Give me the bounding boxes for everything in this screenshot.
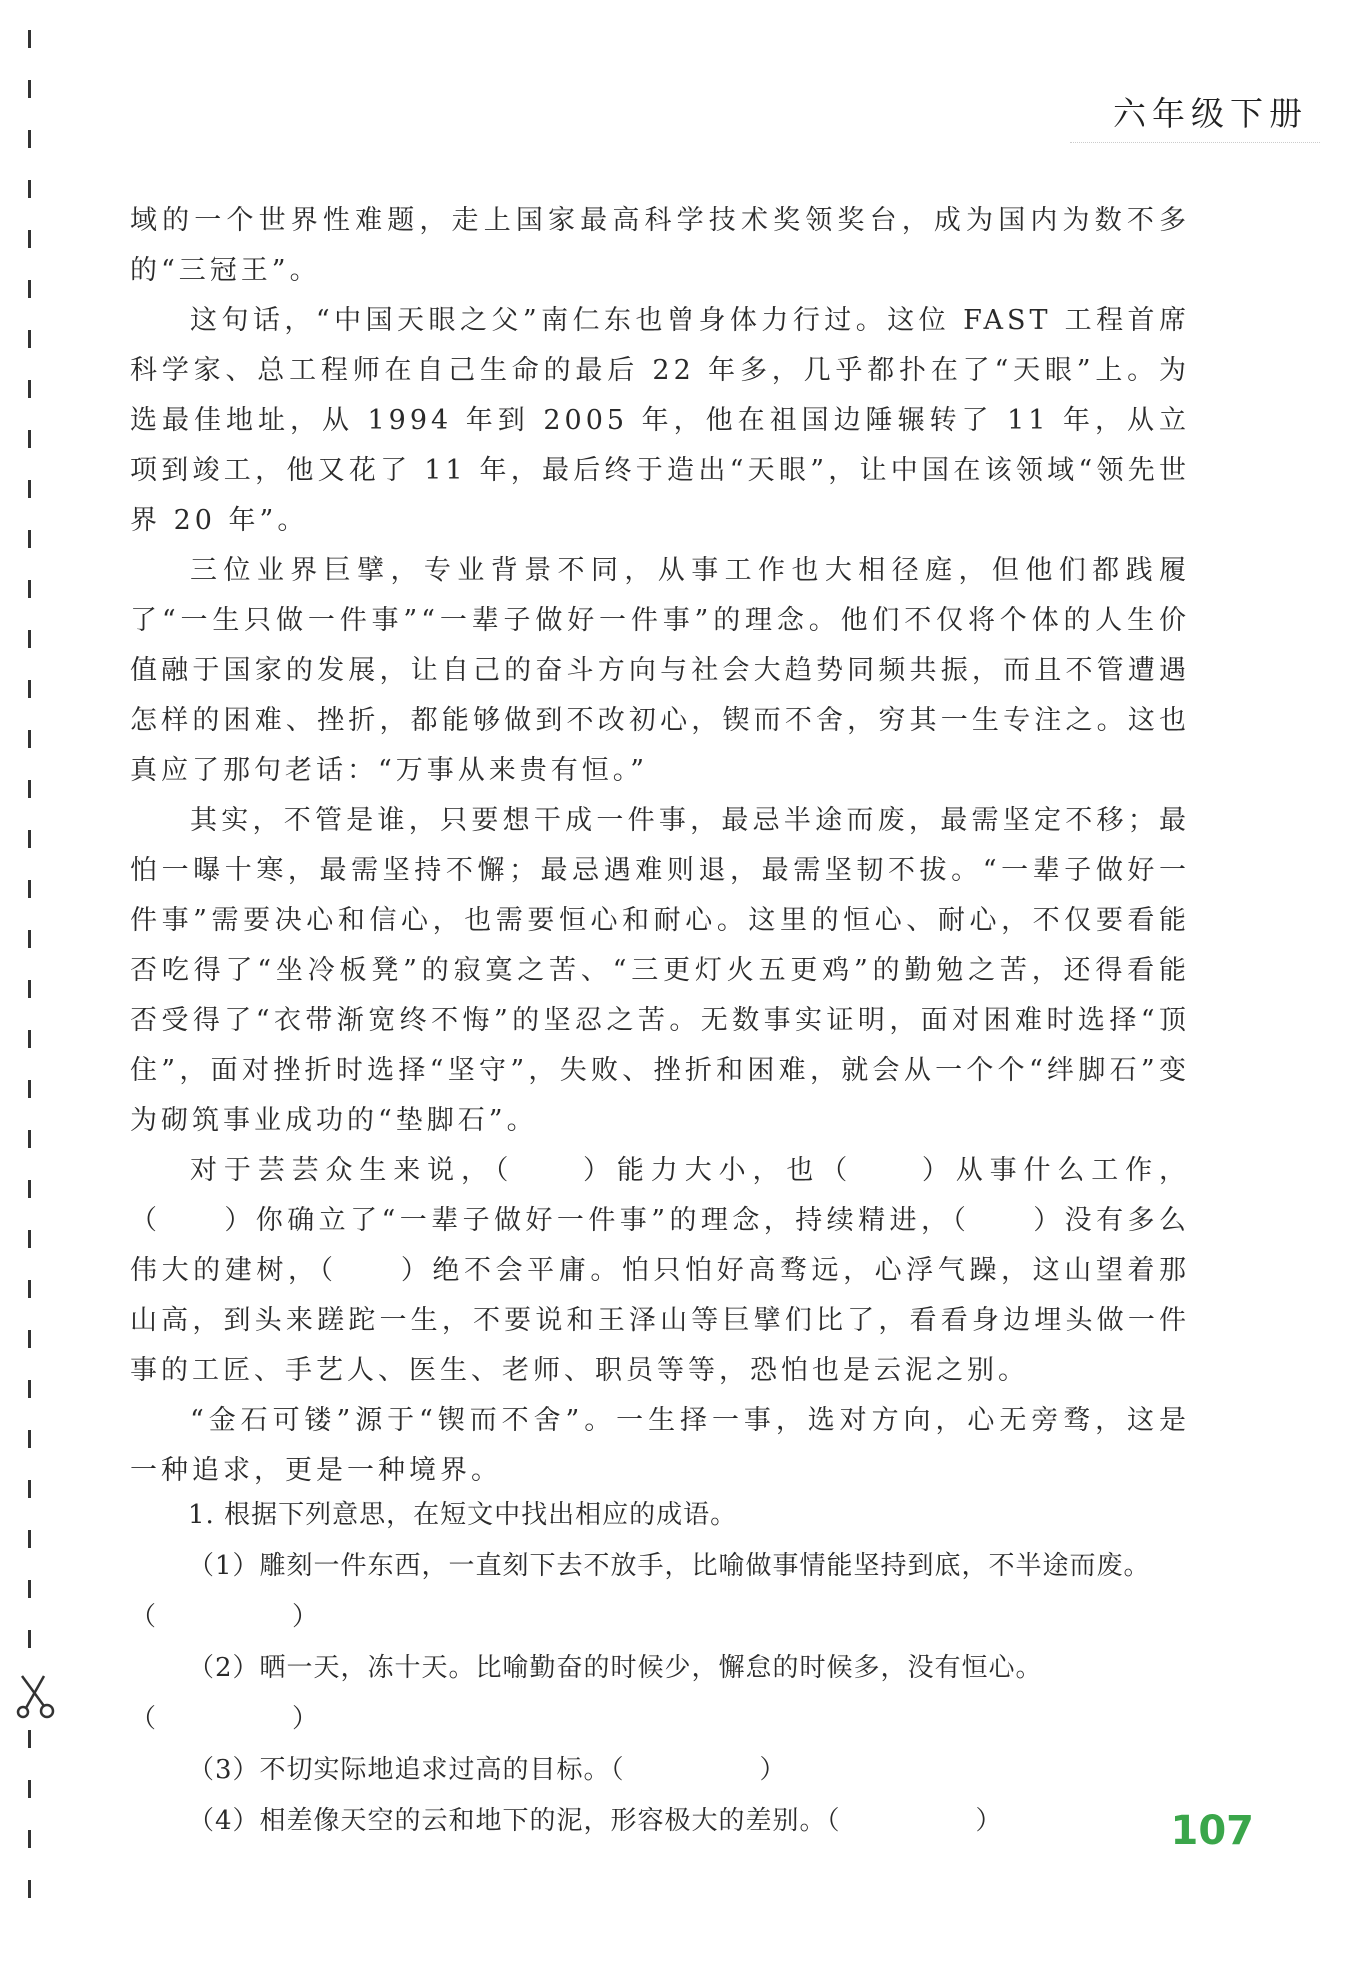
cut-dash bbox=[28, 30, 31, 48]
cut-dash bbox=[28, 1080, 31, 1098]
cut-dash bbox=[28, 680, 31, 698]
grade-header: 六年级下册 bbox=[1113, 94, 1308, 133]
question-item: （3）不切实际地追求过高的目标。（ ） bbox=[188, 1755, 787, 1785]
cut-dash bbox=[28, 980, 31, 998]
cut-dash bbox=[28, 1430, 31, 1448]
cut-dash bbox=[28, 730, 31, 748]
page-number: 107 bbox=[1170, 1808, 1254, 1854]
cut-dash bbox=[28, 630, 31, 648]
passage-paragraph: 三位业界巨擘，专业背景不同，从事工作也大相径庭，但他们都践履了“一生只做一件事”“一辈子做好一件事”的理念。他们不仅将个体的人生价值融于国家的发展，让自己的奋斗方向与社会大趋势同频共振，而且不管遭遇怎样的困难、挫折，都能够做到不改初心，锲而不舍，穷其一生专注之。这也真应了那句老话：“万事从来贵有恒。” bbox=[130, 555, 1190, 786]
cut-dash bbox=[28, 380, 31, 398]
question-item: （2）晒一天，冻十天。比喻勤奋的时候少，懈怠的时候多，没有恒心。（ ） bbox=[130, 1653, 1043, 1734]
cut-dash bbox=[28, 430, 31, 448]
passage-paragraph: 域的一个世界性难题，走上国家最高科学技术奖领奖台，成为国内为数不多的“三冠王”。 bbox=[130, 205, 1190, 286]
question-item: （1）雕刻一件东西，一直刻下去不放手，比喻做事情能坚持到底，不半途而废。（ ） bbox=[130, 1551, 1151, 1632]
cut-dash bbox=[28, 530, 31, 548]
cut-dash bbox=[28, 580, 31, 598]
cut-dash bbox=[28, 1830, 31, 1848]
cut-dash bbox=[28, 1730, 31, 1748]
cut-dash bbox=[28, 1880, 31, 1898]
cut-dash bbox=[28, 1330, 31, 1348]
exercise-section bbox=[130, 1490, 1190, 1847]
cut-dash bbox=[28, 1380, 31, 1398]
cut-dash bbox=[28, 330, 31, 348]
cut-dash bbox=[28, 880, 31, 898]
cut-dash bbox=[28, 930, 31, 948]
cut-dash bbox=[28, 1130, 31, 1148]
header-rule bbox=[1070, 142, 1320, 143]
passage-paragraph: 对于芸芸众生来说，（ ）能力大小，也（ ）从事什么工作，（ ）你确立了“一辈子做好一件事”的理念，持续精进，（ ）没有多么伟大的建树，（ ）绝不会平庸。怕只怕好高骛远，心浮气躁，这山望着那山高，到头来蹉跎一生，不要说和王泽山等巨擘们比了，看看身边埋头做一件事的工匠、手艺人、医生、老师、职员等等，恐怕也是云泥之别。 bbox=[130, 1155, 1190, 1386]
cut-dash bbox=[28, 1480, 31, 1498]
reading-passage bbox=[130, 196, 1190, 1496]
passage-paragraph: 这句话，“中国天眼之父”南仁东也曾身体力行过。这位 FAST 工程首席科学家、总工程师在自己生命的最后 22 年多，几乎都扑在了“天眼”上。为选最佳地址，从 1994 年到 2005 年，他在祖国边陲辗转了 11 年，从立项到竣工，他又花了 11 年，最后终于造出“天眼”，让中国在该领域“领先世界 20 年”。 bbox=[130, 305, 1190, 536]
cut-dash bbox=[28, 280, 31, 298]
cut-dash bbox=[28, 80, 31, 98]
cut-line bbox=[28, 30, 32, 1950]
cut-dash bbox=[28, 1530, 31, 1548]
cut-dash bbox=[28, 480, 31, 498]
cut-dash bbox=[28, 1280, 31, 1298]
cut-dash bbox=[28, 130, 31, 148]
passage-paragraph: “金石可镂”源于“锲而不舍”。一生择一事，选对方向，心无旁骛，这是一种追求，更是一种境界。 bbox=[130, 1405, 1190, 1486]
cut-dash bbox=[28, 1630, 31, 1648]
cut-dash bbox=[28, 1780, 31, 1798]
cut-dash bbox=[28, 780, 31, 798]
cut-dash bbox=[28, 1580, 31, 1598]
question-stem: 1. 根据下列意思，在短文中找出相应的成语。 bbox=[188, 1500, 738, 1530]
scissors-icon bbox=[14, 1672, 58, 1720]
cut-dash bbox=[28, 1030, 31, 1048]
cut-dash bbox=[28, 230, 31, 248]
cut-dash bbox=[28, 1180, 31, 1198]
cut-dash bbox=[28, 1230, 31, 1248]
cut-dash bbox=[28, 180, 31, 198]
passage-paragraph: 其实，不管是谁，只要想干成一件事，最忌半途而废，最需坚定不移；最怕一曝十寒，最需坚持不懈；最忌遇难则退，最需坚韧不拔。“一辈子做好一件事”需要决心和信心，也需要恒心和耐心。这里的恒心、耐心，不仅要看能否吃得了“坐冷板凳”的寂寞之苦、“三更灯火五更鸡”的勤勉之苦，还得看能否受得了“衣带渐宽终不悔”的坚忍之苦。无数事实证明，面对困难时选择“顶住”，面对挫折时选择“坚守”，失败、挫折和困难，就会从一个个“绊脚石”变为砌筑事业成功的“垫脚石”。 bbox=[130, 805, 1190, 1136]
question-item: （4）相差像天空的云和地下的泥，形容极大的差别。（ ） bbox=[188, 1806, 1003, 1836]
cut-dash bbox=[28, 830, 31, 848]
